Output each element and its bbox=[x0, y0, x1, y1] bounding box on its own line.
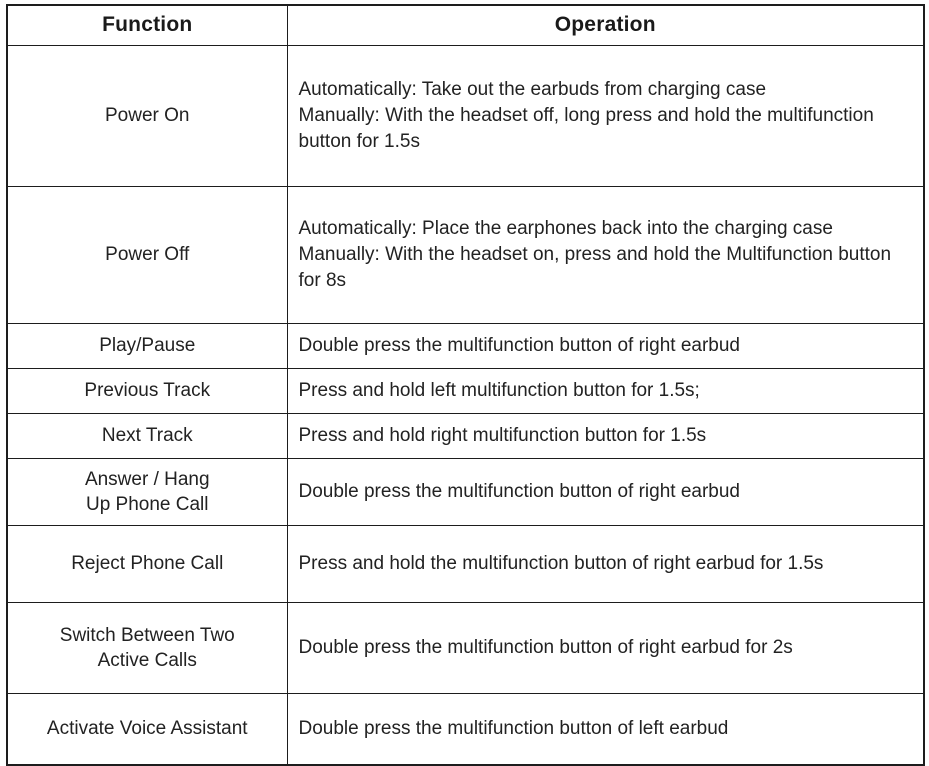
table-row bbox=[7, 603, 924, 694]
table-row bbox=[7, 694, 924, 766]
function-text: Activate Voice Assistant bbox=[46, 718, 248, 740]
operation-cell bbox=[287, 187, 924, 324]
function-text: Play/Pause bbox=[99, 335, 196, 357]
function-text: Reject Phone Call bbox=[71, 553, 224, 575]
function-operation-table bbox=[6, 4, 925, 766]
table-row bbox=[7, 187, 924, 324]
operation-cell bbox=[287, 324, 924, 369]
operation-text: Automatically: Place the earphones back into the charging case bbox=[298, 217, 833, 239]
operation-text: Manually: With the headset on, press and hold the Multifunction button for 8s bbox=[298, 243, 892, 292]
function-cell bbox=[7, 694, 287, 766]
function-text: Active Calls bbox=[97, 650, 197, 671]
function-text: Power Off bbox=[105, 244, 190, 266]
function-text: Up Phone Call bbox=[85, 494, 209, 515]
operation-cell bbox=[287, 526, 924, 603]
function-cell bbox=[7, 459, 287, 526]
function-text: Previous Track bbox=[84, 380, 211, 402]
operation-text: Double press the multifunction button of left earbud bbox=[298, 717, 729, 739]
operation-text: Double press the multifunction button of right earbud bbox=[298, 334, 740, 356]
function-cell bbox=[7, 187, 287, 324]
table-row bbox=[7, 414, 924, 459]
function-text: Answer / Hang bbox=[84, 468, 210, 490]
table-header-row bbox=[7, 5, 924, 46]
operation-cell bbox=[287, 603, 924, 694]
table-row bbox=[7, 46, 924, 187]
operation-text: Double press the multifunction button of right earbud bbox=[298, 480, 740, 502]
function-text: Power On bbox=[105, 105, 190, 127]
function-cell bbox=[7, 414, 287, 459]
operation-text: Double press the multifunction button of right earbud for 2s bbox=[298, 636, 793, 658]
function-cell bbox=[7, 46, 287, 187]
operation-text: Automatically: Take out the earbuds from charging case bbox=[298, 78, 767, 100]
operation-cell bbox=[287, 459, 924, 526]
operation-cell bbox=[287, 369, 924, 414]
table-row bbox=[7, 526, 924, 603]
table-header bbox=[7, 5, 924, 46]
function-text: Next Track bbox=[101, 425, 193, 447]
column-header-function: Function bbox=[7, 5, 287, 46]
table-row bbox=[7, 369, 924, 414]
table-row bbox=[7, 324, 924, 369]
column-header-operation: Operation bbox=[287, 5, 924, 46]
table-body bbox=[7, 46, 924, 766]
function-cell bbox=[7, 603, 287, 694]
function-text: Switch Between Two bbox=[59, 624, 235, 646]
operation-cell bbox=[287, 46, 924, 187]
operation-text: Press and hold right multifunction button for 1.5s bbox=[298, 424, 707, 446]
function-cell bbox=[7, 526, 287, 603]
operation-text: Press and hold the multifunction button of right earbud for 1.5s bbox=[298, 552, 824, 574]
function-cell bbox=[7, 369, 287, 414]
operation-cell bbox=[287, 414, 924, 459]
operation-text: Press and hold left multifunction button for 1.5s; bbox=[298, 379, 700, 401]
table-row bbox=[7, 459, 924, 526]
function-cell bbox=[7, 324, 287, 369]
operation-text: Manually: With the headset off, long press and hold the multifunction button for 1.5s bbox=[298, 104, 874, 153]
operation-cell bbox=[287, 694, 924, 766]
